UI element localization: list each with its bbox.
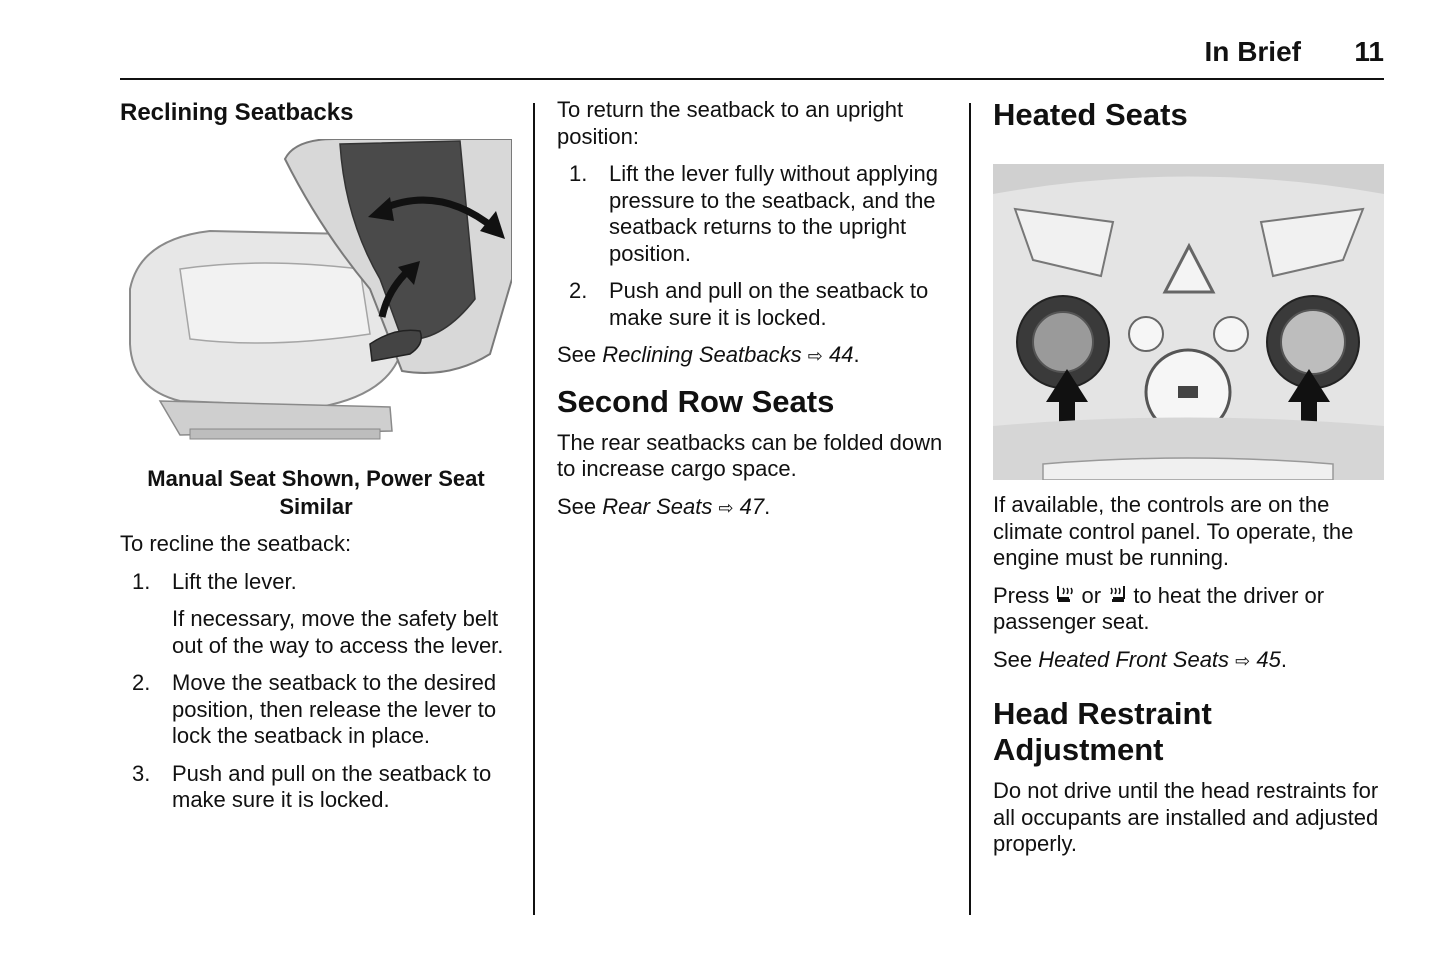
page-number: 11	[1354, 36, 1384, 67]
page-arrow-icon: ⇨	[807, 346, 823, 366]
heated-seat-driver-icon	[1055, 584, 1075, 606]
see-reference	[557, 494, 949, 522]
step-text: Lift the lever fully without applying pressure to the seatback, and the seatback returns to the upright position.	[609, 161, 938, 266]
section-title: In Brief	[1204, 36, 1301, 67]
second-row-seats-heading: Second Row Seats	[557, 383, 835, 419]
column-3	[993, 97, 1384, 869]
see-prefix: See	[993, 646, 1039, 672]
climate-control-panel-illustration	[993, 164, 1384, 480]
list-item	[120, 670, 512, 750]
recline-steps	[120, 569, 512, 814]
press-suffix: to heat the driver or passenger seat.	[993, 582, 1325, 634]
upright-steps	[557, 161, 949, 331]
head-restraint-paragraph: Do not drive until the head restraints for all occupants are installed and adjusted properly.	[993, 778, 1379, 856]
header-rule	[120, 78, 1384, 80]
see-prefix: See	[557, 342, 603, 367]
list-item	[120, 761, 512, 814]
seat-lever-illustration	[120, 139, 512, 451]
see-reference	[993, 647, 1384, 675]
page-arrow-icon: ⇨	[1235, 650, 1251, 671]
upright-intro: To return the seatback to an upright position:	[557, 97, 904, 149]
step-number: 3.	[132, 760, 151, 786]
reclining-seatbacks-heading: Reclining Seatbacks	[120, 99, 354, 126]
press-or: or	[1081, 582, 1102, 608]
step-number: 2.	[132, 670, 151, 695]
column-divider-2	[969, 103, 971, 915]
recline-intro: To recline the seatback:	[120, 531, 352, 556]
step-note: If necessary, move the safety belt out of the way to access the lever.	[172, 606, 504, 658]
heated-seat-passenger-icon	[1107, 584, 1127, 606]
step-text: Push and pull on the seatback to make sure it is locked.	[172, 760, 492, 812]
column-1	[120, 97, 512, 825]
reference-page[interactable]: 45	[1256, 646, 1281, 672]
step-text: Move the seatback to the desired position, then release the lever to lock the seatback in place.	[172, 670, 497, 748]
reference-link[interactable]: Reclining Seatbacks	[602, 342, 802, 367]
see-prefix: See	[557, 493, 603, 519]
reference-page[interactable]: 44	[828, 342, 854, 367]
heated-seats-heading: Heated Seats	[993, 97, 1188, 132]
list-item	[557, 161, 949, 267]
second-row-paragraph: The rear seatbacks can be folded down to increase cargo space.	[557, 429, 943, 481]
heated-seats-paragraph: If available, the controls are on the climate control panel. To operate, the engine must be running.	[993, 492, 1354, 570]
step-text: Push and pull on the seatback to make sure it is locked.	[609, 278, 929, 330]
press-instruction	[993, 583, 1384, 636]
reference-suffix: .	[1280, 646, 1287, 672]
head-restraint-heading: Head Restraint Adjustment	[993, 696, 1212, 767]
page-header	[120, 30, 1384, 78]
list-item	[557, 278, 949, 331]
step-number: 2.	[569, 278, 588, 303]
step-number: 1.	[132, 568, 151, 594]
list-item	[120, 569, 512, 660]
figure-caption: Manual Seat Shown, Power Seat Similar	[147, 466, 485, 519]
reference-link[interactable]: Heated Front Seats	[1038, 646, 1230, 672]
step-number: 1.	[569, 161, 588, 186]
page-arrow-icon: ⇨	[718, 497, 734, 518]
step-text: Lift the lever.	[172, 568, 297, 594]
reference-suffix: .	[853, 342, 860, 367]
column-2	[557, 97, 949, 532]
press-prefix: Press	[993, 582, 1050, 608]
column-divider-1	[533, 103, 535, 915]
reference-link[interactable]: Rear Seats	[602, 493, 713, 519]
reference-page[interactable]: 47	[739, 493, 765, 519]
reference-suffix: .	[764, 493, 771, 519]
see-reference	[557, 342, 949, 370]
